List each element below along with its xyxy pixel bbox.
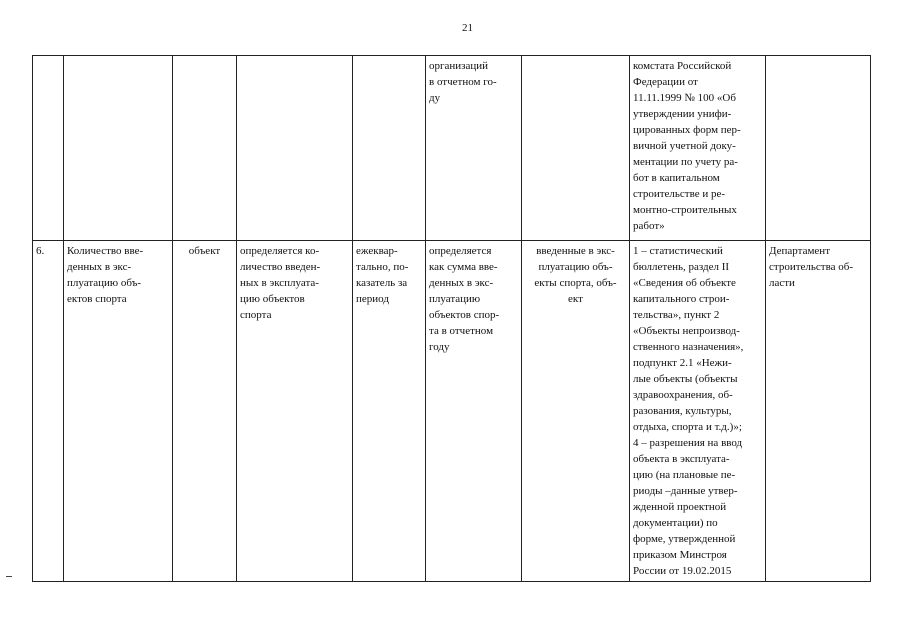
cell-definition — [237, 56, 353, 241]
cell-indicator-name — [64, 56, 173, 241]
cell-base-indicators — [522, 56, 630, 241]
cell-unit — [173, 56, 237, 241]
cell-number: 6. — [33, 241, 64, 582]
cell-unit: объект — [173, 241, 237, 582]
cell-calculation-method: организаций в отчетном го- ду — [426, 56, 522, 241]
cell-number — [33, 56, 64, 241]
cell-periodicity: ежеквар- тально, по- казатель за период — [353, 241, 426, 582]
table-row — [33, 241, 871, 582]
cell-periodicity — [353, 56, 426, 241]
cell-calculation-method: определяется как сумма вве- денных в экс- плуатацию объектов спор- та в отчетном году — [426, 241, 522, 582]
indicator-table — [32, 55, 871, 582]
table-row — [33, 56, 871, 241]
page-number: 21 — [462, 22, 473, 34]
cell-responsible: Департамент строительства об- ласти — [766, 241, 871, 582]
cell-indicator-name: Количество вве- денных в экс- плуатацию объ- ектов спорта — [64, 241, 173, 582]
scan-edge-mark — [6, 576, 12, 577]
cell-data-source: комстата Российской Федерации от 11.11.1999 № 100 «Об утверждении унифи- цированных форм пер- вичной учетной доку- ментации по учету ра- бот в капитальном строительстве и ре- монтно-строительных работ» — [630, 56, 766, 241]
cell-data-source: 1 – статистический бюллетень, раздел II «Сведения об объекте капитального строи- тельства», пункт 2 «Объекты непроизвод- ственного назначения», подпункт 2.1 «Нежи- лые объекты (объекты здравоохранения, об- разования, культуры, отдыха, спорта и т.д.)»; 4 – разрешения на ввод объекта в эксплуата- цию (на плановые пе- риоды –данные утвер- жденной проектной документации) по форме, утвержденной приказом Минстроя России от 19.02.2015 — [630, 241, 766, 582]
cell-base-indicators: введенные в экс- плуатацию объ- екты спорта, объ- ект — [522, 241, 630, 582]
cell-definition: определяется ко- личество введен- ных в эксплуата- цию объектов спорта — [237, 241, 353, 582]
cell-responsible — [766, 56, 871, 241]
